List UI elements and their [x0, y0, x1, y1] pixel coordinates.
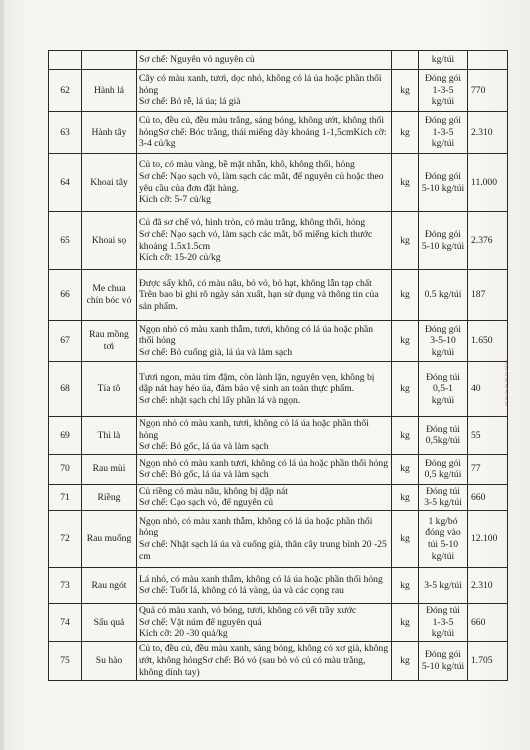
table-row: [49, 51, 508, 70]
row-number-cell: 73: [49, 567, 82, 603]
product-name-cell: Rau muống: [82, 510, 137, 567]
product-description-cell: [137, 603, 392, 641]
unit-cell: kg: [392, 484, 419, 510]
row-number-cell: 69: [49, 417, 82, 455]
product-name-cell: Rau mồng tơi: [82, 321, 137, 362]
table-body: [49, 51, 511, 681]
product-name-cell: Khoai sọ: [82, 212, 137, 270]
product-description-cell: [137, 484, 392, 510]
quantity-cell: 2.376: [468, 212, 508, 270]
row-number-cell: 66: [49, 270, 82, 321]
description-line: Sơ chế: nhặt sạch chỉ lấy phần lá và ngọn.: [139, 394, 301, 406]
table-row: [49, 270, 508, 321]
product-name-cell: Khoai tây: [82, 154, 137, 212]
packaging-cell: kg/túi: [419, 51, 468, 70]
product-name-cell: Riềng: [82, 484, 137, 510]
packaging-cell: Đóng gói 0,5 kg/túi: [419, 454, 468, 484]
product-name-cell: Hành lá: [82, 70, 137, 112]
quantity-cell: 12.100: [468, 510, 508, 567]
packaging-cell: 3-5 kg/túi: [419, 567, 468, 603]
quantity-cell: 1.650: [468, 321, 508, 362]
quantity-cell: 11.000: [468, 154, 508, 212]
description-line: Sơ chế: Bỏ rễ, lá úa; lá già: [139, 96, 241, 108]
description-line: Sơ chế: Cạo sạch vỏ, để nguyên củ: [139, 497, 274, 509]
description-line: Sơ chế: Nạo sạch vỏ, làm sạch các mắt, để nguyên củ hoặc theo yêu cầu của đơn đặt hàng.: [139, 170, 384, 194]
row-number-cell: 75: [49, 641, 82, 680]
description-line: Ngọn nhỏ có màu xanh tươi, không có lá úa hoặc phần thối hỏng: [139, 457, 389, 469]
product-description-cell: [137, 212, 392, 270]
product-description-cell: [137, 417, 392, 455]
description-line: Kích cỡ: 5-7 củ/kg: [139, 194, 211, 206]
product-name-cell: Me chua chín bóc vỏ: [82, 270, 137, 321]
quantity-cell: 770: [468, 70, 508, 112]
packaging-cell: Đóng gói 3-5-10 kg/túi: [419, 321, 468, 362]
table-row: [49, 70, 508, 112]
description-line: Ngọn nhỏ có màu xanh thẫm, tươi, không có lá úa hoặc phần thối hỏng: [139, 323, 374, 347]
page-edge: [0, 0, 4, 750]
description-line: Củ to, đều củ, đều màu trắng, sáng bóng, không ướt, không thối hỏngSơ chế: Bóc trắng, thái miếng dày khoảng 1-1,5cmKích cỡ: 3-4 củ/kg: [139, 115, 387, 150]
stamp-mark: ~~~~~~~~: [501, 360, 511, 407]
table-row: [49, 321, 508, 362]
row-number-cell: [49, 51, 82, 70]
table-row: [49, 417, 508, 455]
description-line: Được sấy khô, có màu nâu, bỏ vỏ, bỏ hạt, không lẫn tạp chất: [139, 277, 372, 289]
description-line: Trên bao bì ghi rõ ngày sản xuất, hạn sử dụng và thông tin của sản phẩm.: [139, 289, 379, 312]
product-name-cell: Sấu quả: [82, 603, 137, 641]
product-name-cell: [82, 51, 137, 70]
description-line: Kích cỡ: 15-20 củ/kg: [139, 252, 221, 264]
quantity-cell: 77: [468, 454, 508, 484]
table-row: [49, 603, 508, 641]
table-row: [49, 212, 508, 270]
product-description-cell: [137, 641, 392, 680]
description-line: Củ to, có màu vàng, bề mặt nhẵn, khô, không thối, hỏng: [139, 159, 355, 171]
table-row: [49, 454, 508, 484]
row-number-cell: 64: [49, 154, 82, 212]
quantity-cell: [468, 51, 508, 70]
row-number-cell: 68: [49, 362, 82, 417]
product-name-cell: Thì là: [82, 417, 137, 455]
packaging-cell: 0.5 kg/túi: [419, 270, 468, 321]
unit-cell: kg: [392, 603, 419, 641]
quantity-cell: 660: [468, 484, 508, 510]
description-line: Cây có màu xanh, tươi, dọc nhỏ, không có lá úa hoặc phần thối hỏng: [139, 73, 382, 96]
row-number-cell: 62: [49, 70, 82, 112]
row-number-cell: 63: [49, 112, 82, 154]
row-number-cell: 70: [49, 454, 82, 484]
description-line: Sơ chế: Vặt núm để nguyên quả: [139, 616, 262, 628]
description-line: Ngọn nhỏ, có màu xanh thẫm, không có lá úa hoặc phần thối hỏng: [139, 515, 373, 539]
unit-cell: kg: [392, 641, 419, 680]
unit-cell: kg: [392, 70, 419, 112]
row-number-cell: 71: [49, 484, 82, 510]
packaging-cell: Đóng túi 0,5kg/túi: [419, 417, 468, 455]
packaging-cell: 1 kg/bó đóng vào túi 5-10 kg/túi: [419, 510, 468, 567]
product-description-cell: [137, 112, 392, 154]
unit-cell: [392, 51, 419, 70]
description-line: Sơ chế: Nhặt sạch lá úa và cuống già, thân cây trung bình 20 -25 cm: [139, 538, 387, 562]
table-row: [49, 641, 508, 680]
product-name-cell: Hành tây: [82, 112, 137, 154]
product-name-cell: Su hào: [82, 641, 137, 680]
table-row: [49, 112, 508, 154]
quantity-cell: 2.310: [468, 112, 508, 154]
unit-cell: kg: [392, 362, 419, 417]
quantity-cell: 2.310: [468, 567, 508, 603]
description-line: Sơ chế: Bỏ gốc, lá úa và làm sạch: [139, 469, 269, 481]
description-line: Tươi ngon, màu tím đậm, còn lành lặn, nguyên vẹn, không bị dập nát hay héo úa, đảm bảo vệ sinh an toàn thực phẩm.: [139, 371, 375, 395]
description-line: Sơ chế: Bỏ gốc, lá úa và làm sạch: [139, 441, 269, 453]
packaging-cell: Đóng gói 1-3-5 kg/túi: [419, 112, 468, 154]
description-line: Củ to, đều củ, đều màu xanh, sáng bóng, không có xơ già, không ướt, không hỏngSơ chế: Bỏ vỏ (sau bỏ vỏ củ có màu trắng, không dính tay): [139, 643, 389, 678]
quantity-cell: 660: [468, 603, 508, 641]
description-line: Sơ chế: Nguyên vỏ nguyên củ: [139, 54, 255, 66]
product-name-cell: Rau mùi: [82, 454, 137, 484]
packaging-cell: Đóng gói 5-10 kg/túi: [419, 641, 468, 680]
description-line: Củ riềng có màu nâu, không bị dập nát: [139, 485, 288, 497]
description-line: Sơ chế: Bỏ cuống già, lá úa và làm sạch: [139, 346, 293, 358]
product-description-cell: [137, 154, 392, 212]
product-description-cell: [137, 510, 392, 567]
product-description-cell: [137, 321, 392, 362]
packaging-cell: Đóng gói 5-10 kg/túi: [419, 212, 468, 270]
unit-cell: kg: [392, 454, 419, 484]
table-row: [49, 484, 508, 510]
description-line: Lá nhỏ, có màu xanh thẫm, không có lá úa hoặc phần thối hỏng: [139, 573, 383, 585]
table-row: [49, 510, 508, 567]
row-number-cell: 74: [49, 603, 82, 641]
packaging-cell: Đóng túi 1-3-5 kg/túi: [419, 603, 468, 641]
packaging-cell: Đóng gói 1-3-5 kg/túi: [419, 70, 468, 112]
description-line: Sơ chế: Tuốt lá, không có lá vàng, úa và các cọng rau: [139, 585, 344, 597]
product-description-cell: [137, 454, 392, 484]
packaging-cell: Đóng túi 3-5 kg/túi: [419, 484, 468, 510]
unit-cell: kg: [392, 154, 419, 212]
product-description-cell: [137, 362, 392, 417]
product-name-cell: Rau ngót: [82, 567, 137, 603]
quantity-cell: 40: [468, 362, 508, 417]
packaging-cell: Đóng túi 0,5-1 kg/túi: [419, 362, 468, 417]
unit-cell: kg: [392, 321, 419, 362]
row-number-cell: 72: [49, 510, 82, 567]
product-description-cell: [137, 567, 392, 603]
row-number-cell: 67: [49, 321, 82, 362]
product-description-cell: [137, 270, 392, 321]
packaging-cell: Đóng gói 5-10 kg/túi: [419, 154, 468, 212]
quantity-cell: 55: [468, 417, 508, 455]
unit-cell: kg: [392, 270, 419, 321]
unit-cell: kg: [392, 510, 419, 567]
unit-cell: kg: [392, 417, 419, 455]
product-description-cell: [137, 51, 392, 70]
quantity-cell: 1.705: [468, 641, 508, 680]
quantity-cell: 187: [468, 270, 508, 321]
table-row: [49, 567, 508, 603]
description-line: Củ đã sơ chế vỏ, hình tròn, có màu trắng, không thối, hỏng: [139, 217, 366, 229]
description-line: Quả có màu xanh, vỏ bóng, tươi, không có vết trầy xước: [139, 604, 357, 616]
unit-cell: kg: [392, 567, 419, 603]
table-row: [49, 362, 508, 417]
unit-cell: kg: [392, 212, 419, 270]
description-line: Ngọn nhỏ có màu xanh, tươi, không có lá úa hoặc phần thối hỏng: [139, 418, 369, 441]
description-line: Sơ chế: Nạo sạch vỏ, làm sạch các mắt, bổ miếng kích thước khoảng 1.5x1.5cm: [139, 228, 373, 252]
product-name-cell: Tía tô: [82, 362, 137, 417]
description-line: Kích cỡ: 20 -30 quả/kg: [139, 628, 228, 640]
unit-cell: kg: [392, 112, 419, 154]
table-row: [49, 154, 508, 212]
product-description-cell: [137, 70, 392, 112]
row-number-cell: 65: [49, 212, 82, 270]
product-spec-table: [48, 50, 511, 681]
